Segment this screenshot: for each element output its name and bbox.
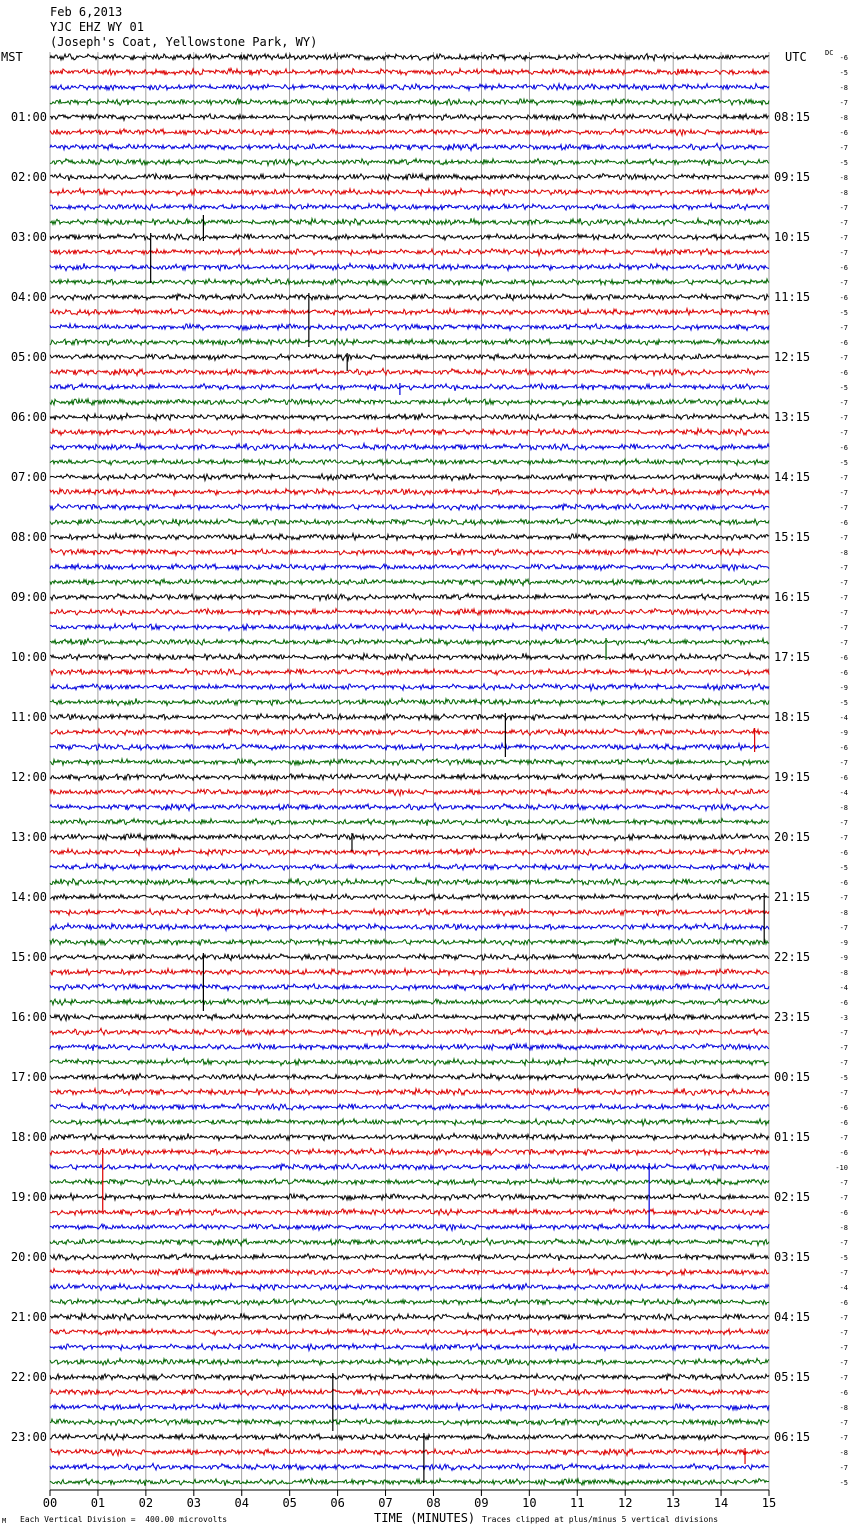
seismic-trace	[50, 1419, 769, 1426]
dc-offset-label: -7	[839, 759, 848, 767]
dc-offset-label: -7	[839, 609, 848, 617]
utc-hour-label: 05:15	[774, 1370, 811, 1384]
seismic-trace	[50, 1374, 769, 1381]
utc-hour-label: 22:15	[774, 950, 811, 964]
dc-offset-label: -6	[839, 1209, 848, 1217]
dc-offset-label: -5	[839, 1479, 848, 1487]
seismic-trace	[50, 129, 769, 136]
x-tick-label: 04	[234, 1496, 249, 1510]
right-timezone-label: UTC	[785, 50, 807, 64]
corner-mark: M	[2, 1517, 7, 1525]
seismic-trace	[50, 698, 769, 705]
seismic-trace	[50, 488, 769, 495]
dc-offset-label: -9	[839, 684, 848, 692]
utc-hour-label: 18:15	[774, 710, 811, 724]
seismic-trace	[50, 324, 769, 331]
dc-offset-label: -7	[839, 504, 848, 512]
seismic-trace	[50, 639, 769, 646]
dc-offset-label: -7	[839, 924, 848, 932]
dc-offset-label: -8	[839, 1449, 848, 1457]
utc-hour-label: 20:15	[774, 830, 811, 844]
dc-offset-label: -6	[839, 1299, 848, 1307]
x-tick-label: 06	[330, 1496, 345, 1510]
dc-offset-label: -7	[839, 1029, 848, 1037]
utc-hour-label: 19:15	[774, 770, 811, 784]
seismic-trace	[50, 159, 769, 166]
dc-offset-label: -7	[839, 1179, 848, 1187]
seismic-trace	[50, 803, 769, 810]
dc-offset-label: -7	[839, 1374, 848, 1382]
x-tick-label: 09	[474, 1496, 489, 1510]
dc-offset-label: -7	[839, 429, 848, 437]
dc-offset-label: -6	[839, 339, 848, 347]
dc-offset-label: -5	[839, 384, 848, 392]
seismic-trace	[50, 218, 769, 225]
seismic-trace	[50, 368, 769, 375]
seismic-trace	[50, 84, 769, 91]
dc-offset-label: -6	[839, 54, 848, 62]
seismic-trace	[50, 1404, 769, 1411]
seismic-trace	[50, 849, 769, 856]
utc-hour-label: 09:15	[774, 170, 811, 184]
dc-offset-label: -7	[839, 249, 848, 257]
dc-offset-label: -7	[839, 219, 848, 227]
seismic-trace	[50, 1058, 769, 1065]
dc-offset-label: -7	[839, 624, 848, 632]
seismic-trace	[50, 234, 769, 240]
seismic-trace	[50, 519, 769, 526]
seismic-trace	[50, 504, 769, 511]
seismic-trace	[50, 1044, 769, 1051]
utc-hour-label: 15:15	[774, 530, 811, 544]
dc-offset-label: -5	[839, 69, 848, 77]
seismic-trace	[50, 878, 769, 885]
left-timezone-label: MST	[1, 50, 23, 64]
x-tick-label: 14	[713, 1496, 729, 1510]
seismic-trace	[50, 1479, 769, 1486]
seismic-trace	[50, 894, 769, 900]
seismic-trace	[50, 984, 769, 991]
dc-offset-label: -6	[839, 1389, 848, 1397]
mst-hour-label: 18:00	[10, 1130, 47, 1144]
utc-hour-label: 17:15	[774, 650, 811, 664]
dc-offset-label: -6	[839, 1119, 848, 1127]
seismic-trace	[50, 1449, 769, 1456]
utc-hour-label: 00:15	[774, 1070, 811, 1084]
mst-hour-label: 23:00	[10, 1430, 47, 1444]
dc-offset-label: -7	[839, 399, 848, 407]
mst-hour-label: 07:00	[10, 470, 47, 484]
dc-offset-label: -6	[839, 774, 848, 782]
seismic-trace	[50, 833, 769, 840]
dc-offset-label: -4	[839, 789, 848, 797]
dc-offset-label: -8	[839, 909, 848, 917]
dc-offset-label: -6	[839, 294, 848, 302]
mst-hour-label: 15:00	[10, 950, 47, 964]
utc-hour-label: 01:15	[774, 1130, 811, 1144]
dc-offset-label: -7	[839, 579, 848, 587]
dc-offset-label: -7	[839, 1194, 848, 1202]
dc-offset-label: -6	[839, 654, 848, 662]
seismic-trace	[50, 263, 769, 270]
mst-hour-label: 05:00	[10, 350, 47, 364]
dc-offset-label: -7	[839, 1269, 848, 1277]
dc-offset-label: -6	[839, 669, 848, 677]
seismic-trace	[50, 1194, 769, 1201]
dc-offset-label: -7	[839, 279, 848, 287]
mst-hour-label: 10:00	[10, 650, 47, 664]
utc-hour-label: 23:15	[774, 1010, 811, 1024]
seismic-trace	[50, 1028, 769, 1035]
mst-hour-label: 03:00	[10, 230, 47, 244]
seismic-trace	[50, 1343, 769, 1350]
utc-hour-label: 02:15	[774, 1190, 811, 1204]
clip-note: Traces clipped at plus/minus 5 vertical divisions	[482, 1515, 719, 1524]
seismic-trace	[50, 398, 769, 405]
axis-labels	[11, 54, 848, 1510]
seismic-trace	[50, 729, 769, 736]
seismic-trace	[50, 1358, 769, 1365]
seismic-trace	[50, 789, 769, 795]
dc-offset-label: -7	[839, 204, 848, 212]
seismic-trace	[50, 1238, 769, 1245]
plot-date: Feb 6,2013	[50, 5, 123, 19]
dc-offset-label: -7	[839, 639, 848, 647]
x-tick-label: 12	[617, 1496, 633, 1510]
utc-hour-label: 16:15	[774, 590, 811, 604]
mst-hour-label: 17:00	[10, 1070, 47, 1084]
utc-hour-label: 04:15	[774, 1310, 811, 1324]
dc-offset-label: -8	[839, 84, 848, 92]
seismic-trace	[50, 923, 769, 930]
seismic-trace	[50, 68, 769, 75]
dc-offset-label: -7	[839, 414, 848, 422]
dc-offset-label: -7	[839, 474, 848, 482]
dc-offset-label: -5	[839, 159, 848, 167]
seismic-trace	[50, 564, 769, 571]
dc-offset-label: -9	[839, 954, 848, 962]
dc-offset-label: -6	[839, 1149, 848, 1157]
mst-hour-label: 09:00	[10, 590, 47, 604]
x-tick-label: 10	[522, 1496, 537, 1510]
station-code: YJC EHZ WY 01	[50, 20, 144, 34]
x-tick-label: 05	[282, 1496, 297, 1510]
seismic-trace	[50, 1284, 769, 1291]
dc-offset-label: -6	[839, 849, 848, 857]
dc-offset-label: -7	[839, 834, 848, 842]
mst-hour-label: 02:00	[10, 170, 47, 184]
seismic-trace	[50, 1268, 769, 1275]
seismic-trace	[50, 1133, 769, 1140]
seismic-trace	[50, 188, 769, 195]
seismic-trace	[50, 174, 769, 181]
dc-offset-label: -3	[839, 1014, 848, 1022]
utc-hour-label: 21:15	[774, 890, 811, 904]
seismic-trace	[50, 1074, 769, 1081]
utc-hour-label: 12:15	[774, 350, 811, 364]
seismic-trace	[50, 999, 769, 1005]
utc-hour-label: 11:15	[774, 290, 811, 304]
dc-offset-label: -5	[839, 459, 848, 467]
seismic-trace	[50, 309, 769, 316]
dc-offset-label: -9	[839, 729, 848, 737]
seismic-trace	[50, 99, 769, 106]
dc-offset-header: DC	[825, 49, 834, 57]
dc-offset-label: -7	[839, 489, 848, 497]
dc-offset-label: -7	[839, 234, 848, 242]
x-tick-label: 15	[761, 1496, 777, 1510]
dc-offset-label: -8	[839, 1404, 848, 1412]
seismic-trace	[50, 1389, 769, 1396]
seismic-trace	[50, 954, 769, 961]
dc-offset-label: -5	[839, 1254, 848, 1262]
dc-offset-label: -4	[839, 984, 848, 992]
dc-offset-label: -5	[839, 1074, 848, 1082]
seismic-trace	[50, 578, 769, 585]
seismic-trace	[50, 939, 769, 946]
seismic-trace	[50, 1119, 769, 1126]
dc-offset-label: -7	[839, 534, 848, 542]
seismic-trace	[50, 594, 769, 601]
seismic-trace	[50, 143, 769, 150]
dc-offset-label: -7	[839, 1134, 848, 1142]
x-tick-label: 13	[665, 1496, 681, 1510]
utc-hour-label: 08:15	[774, 110, 811, 124]
dc-offset-label: -8	[839, 549, 848, 557]
seismic-trace	[50, 204, 769, 211]
seismic-trace	[50, 908, 769, 915]
dc-offset-label: -8	[839, 804, 848, 812]
dc-offset-label: -7	[839, 819, 848, 827]
seismic-trace	[50, 1104, 769, 1111]
dc-offset-label: -6	[839, 999, 848, 1007]
dc-offset-label: -7	[839, 1419, 848, 1427]
seismic-trace	[50, 549, 769, 556]
station-location: (Joseph's Coat, Yellowstone Park, WY)	[50, 35, 318, 49]
seismic-trace	[50, 653, 769, 660]
dc-offset-label: -10	[835, 1164, 848, 1172]
mst-hour-label: 14:00	[10, 890, 47, 904]
mst-hour-label: 04:00	[10, 290, 47, 304]
x-tick-label: 11	[570, 1496, 585, 1510]
seismic-trace	[50, 1254, 769, 1261]
dc-offset-label: -8	[839, 114, 848, 122]
dc-offset-label: -7	[839, 354, 848, 362]
seismic-trace	[50, 534, 769, 541]
seismic-trace	[50, 414, 769, 421]
dc-offset-label: -7	[839, 1344, 848, 1352]
seismic-trace	[50, 278, 769, 285]
dc-offset-label: -6	[839, 264, 848, 272]
seismic-trace	[50, 609, 769, 616]
seismic-trace	[50, 759, 769, 766]
seismic-trace	[50, 1088, 769, 1095]
seismic-trace	[50, 1299, 769, 1306]
mst-hour-label: 19:00	[10, 1190, 47, 1204]
dc-offset-label: -6	[839, 1104, 848, 1112]
dc-offset-label: -7	[839, 1359, 848, 1367]
x-tick-label: 07	[378, 1496, 393, 1510]
seismic-trace	[50, 1313, 769, 1320]
seismic-traces	[50, 54, 769, 1486]
utc-hour-label: 10:15	[774, 230, 811, 244]
seismic-trace	[50, 354, 769, 360]
dc-offset-label: -6	[839, 744, 848, 752]
seismic-trace	[50, 744, 769, 751]
scale-note: Each Vertical Division = 400.00 microvolts	[20, 1515, 228, 1524]
seismic-trace	[50, 1434, 769, 1440]
seismic-trace	[50, 443, 769, 450]
dc-offset-label: -4	[839, 714, 848, 722]
dc-offset-label: -7	[839, 564, 848, 572]
seismic-trace	[50, 384, 769, 391]
dc-offset-label: -6	[839, 879, 848, 887]
seismic-trace	[50, 1179, 769, 1186]
seismic-trace	[50, 1224, 769, 1230]
dc-offset-label: -7	[839, 324, 848, 332]
dc-offset-label: -7	[839, 1089, 848, 1097]
x-tick-label: 01	[90, 1496, 106, 1510]
dc-offset-label: -6	[839, 444, 848, 452]
seismic-trace	[50, 429, 769, 436]
mst-hour-label: 01:00	[10, 110, 47, 124]
x-tick-label: 02	[138, 1496, 154, 1510]
x-tick-label: 08	[426, 1496, 441, 1510]
seismic-trace	[50, 249, 769, 256]
dc-offset-label: -8	[839, 969, 848, 977]
seismic-trace	[50, 819, 769, 826]
x-axis-title: TIME (MINUTES)	[374, 1511, 476, 1525]
dc-offset-label: -7	[839, 99, 848, 107]
dc-offset-label: -7	[839, 1464, 848, 1472]
seismic-trace	[50, 1209, 769, 1216]
dc-offset-label: -7	[839, 594, 848, 602]
seismic-trace	[50, 339, 769, 345]
seismic-trace	[50, 1463, 769, 1470]
seismic-trace	[50, 1148, 769, 1155]
mst-hour-label: 11:00	[10, 710, 47, 724]
seismic-trace	[50, 1329, 769, 1335]
dc-offset-label: -7	[839, 144, 848, 152]
utc-hour-label: 13:15	[774, 410, 811, 424]
seismic-trace	[50, 623, 769, 630]
seismic-trace	[50, 114, 769, 121]
mst-hour-label: 21:00	[10, 1310, 47, 1324]
utc-hour-label: 03:15	[774, 1250, 811, 1264]
mst-hour-label: 12:00	[10, 770, 47, 784]
dc-offset-label: -7	[839, 1314, 848, 1322]
mst-hour-label: 16:00	[10, 1010, 47, 1024]
mst-hour-label: 08:00	[10, 530, 47, 544]
seismic-trace	[50, 1014, 769, 1021]
seismic-trace	[50, 969, 769, 976]
dc-offset-label: -7	[839, 1239, 848, 1247]
dc-offset-label: -5	[839, 309, 848, 317]
seismic-trace	[50, 684, 769, 691]
dc-offset-label: -4	[839, 1284, 848, 1292]
dc-offset-label: -8	[839, 189, 848, 197]
x-tick-label: 00	[42, 1496, 58, 1510]
dc-offset-label: -9	[839, 939, 848, 947]
dc-offset-label: -7	[839, 894, 848, 902]
seismic-trace	[50, 713, 769, 720]
x-tick-label: 03	[186, 1496, 202, 1510]
seismic-trace	[50, 294, 769, 300]
seismic-trace	[50, 1164, 769, 1171]
mst-hour-label: 06:00	[10, 410, 47, 424]
utc-hour-label: 14:15	[774, 470, 811, 484]
dc-offset-label: -6	[839, 129, 848, 137]
dc-offset-label: -7	[839, 1434, 848, 1442]
mst-hour-label: 22:00	[10, 1370, 47, 1384]
dc-offset-label: -8	[839, 1224, 848, 1232]
seismic-trace	[50, 459, 769, 465]
seismic-trace	[50, 864, 769, 871]
dc-offset-label: -6	[839, 519, 848, 527]
seismic-trace	[50, 473, 769, 480]
seismic-trace	[50, 669, 769, 675]
dc-offset-label: -8	[839, 174, 848, 182]
dc-offset-label: -6	[839, 369, 848, 377]
dc-offset-label: -5	[839, 864, 848, 872]
seismic-trace	[50, 54, 769, 61]
dc-offset-label: -7	[839, 1329, 848, 1337]
dc-offset-label: -5	[839, 699, 848, 707]
seismic-trace	[50, 774, 769, 781]
dc-offset-label: -7	[839, 1044, 848, 1052]
utc-hour-label: 06:15	[774, 1430, 811, 1444]
dc-offset-label: -7	[839, 1059, 848, 1067]
mst-hour-label: 20:00	[10, 1250, 47, 1264]
mst-hour-label: 13:00	[10, 830, 47, 844]
